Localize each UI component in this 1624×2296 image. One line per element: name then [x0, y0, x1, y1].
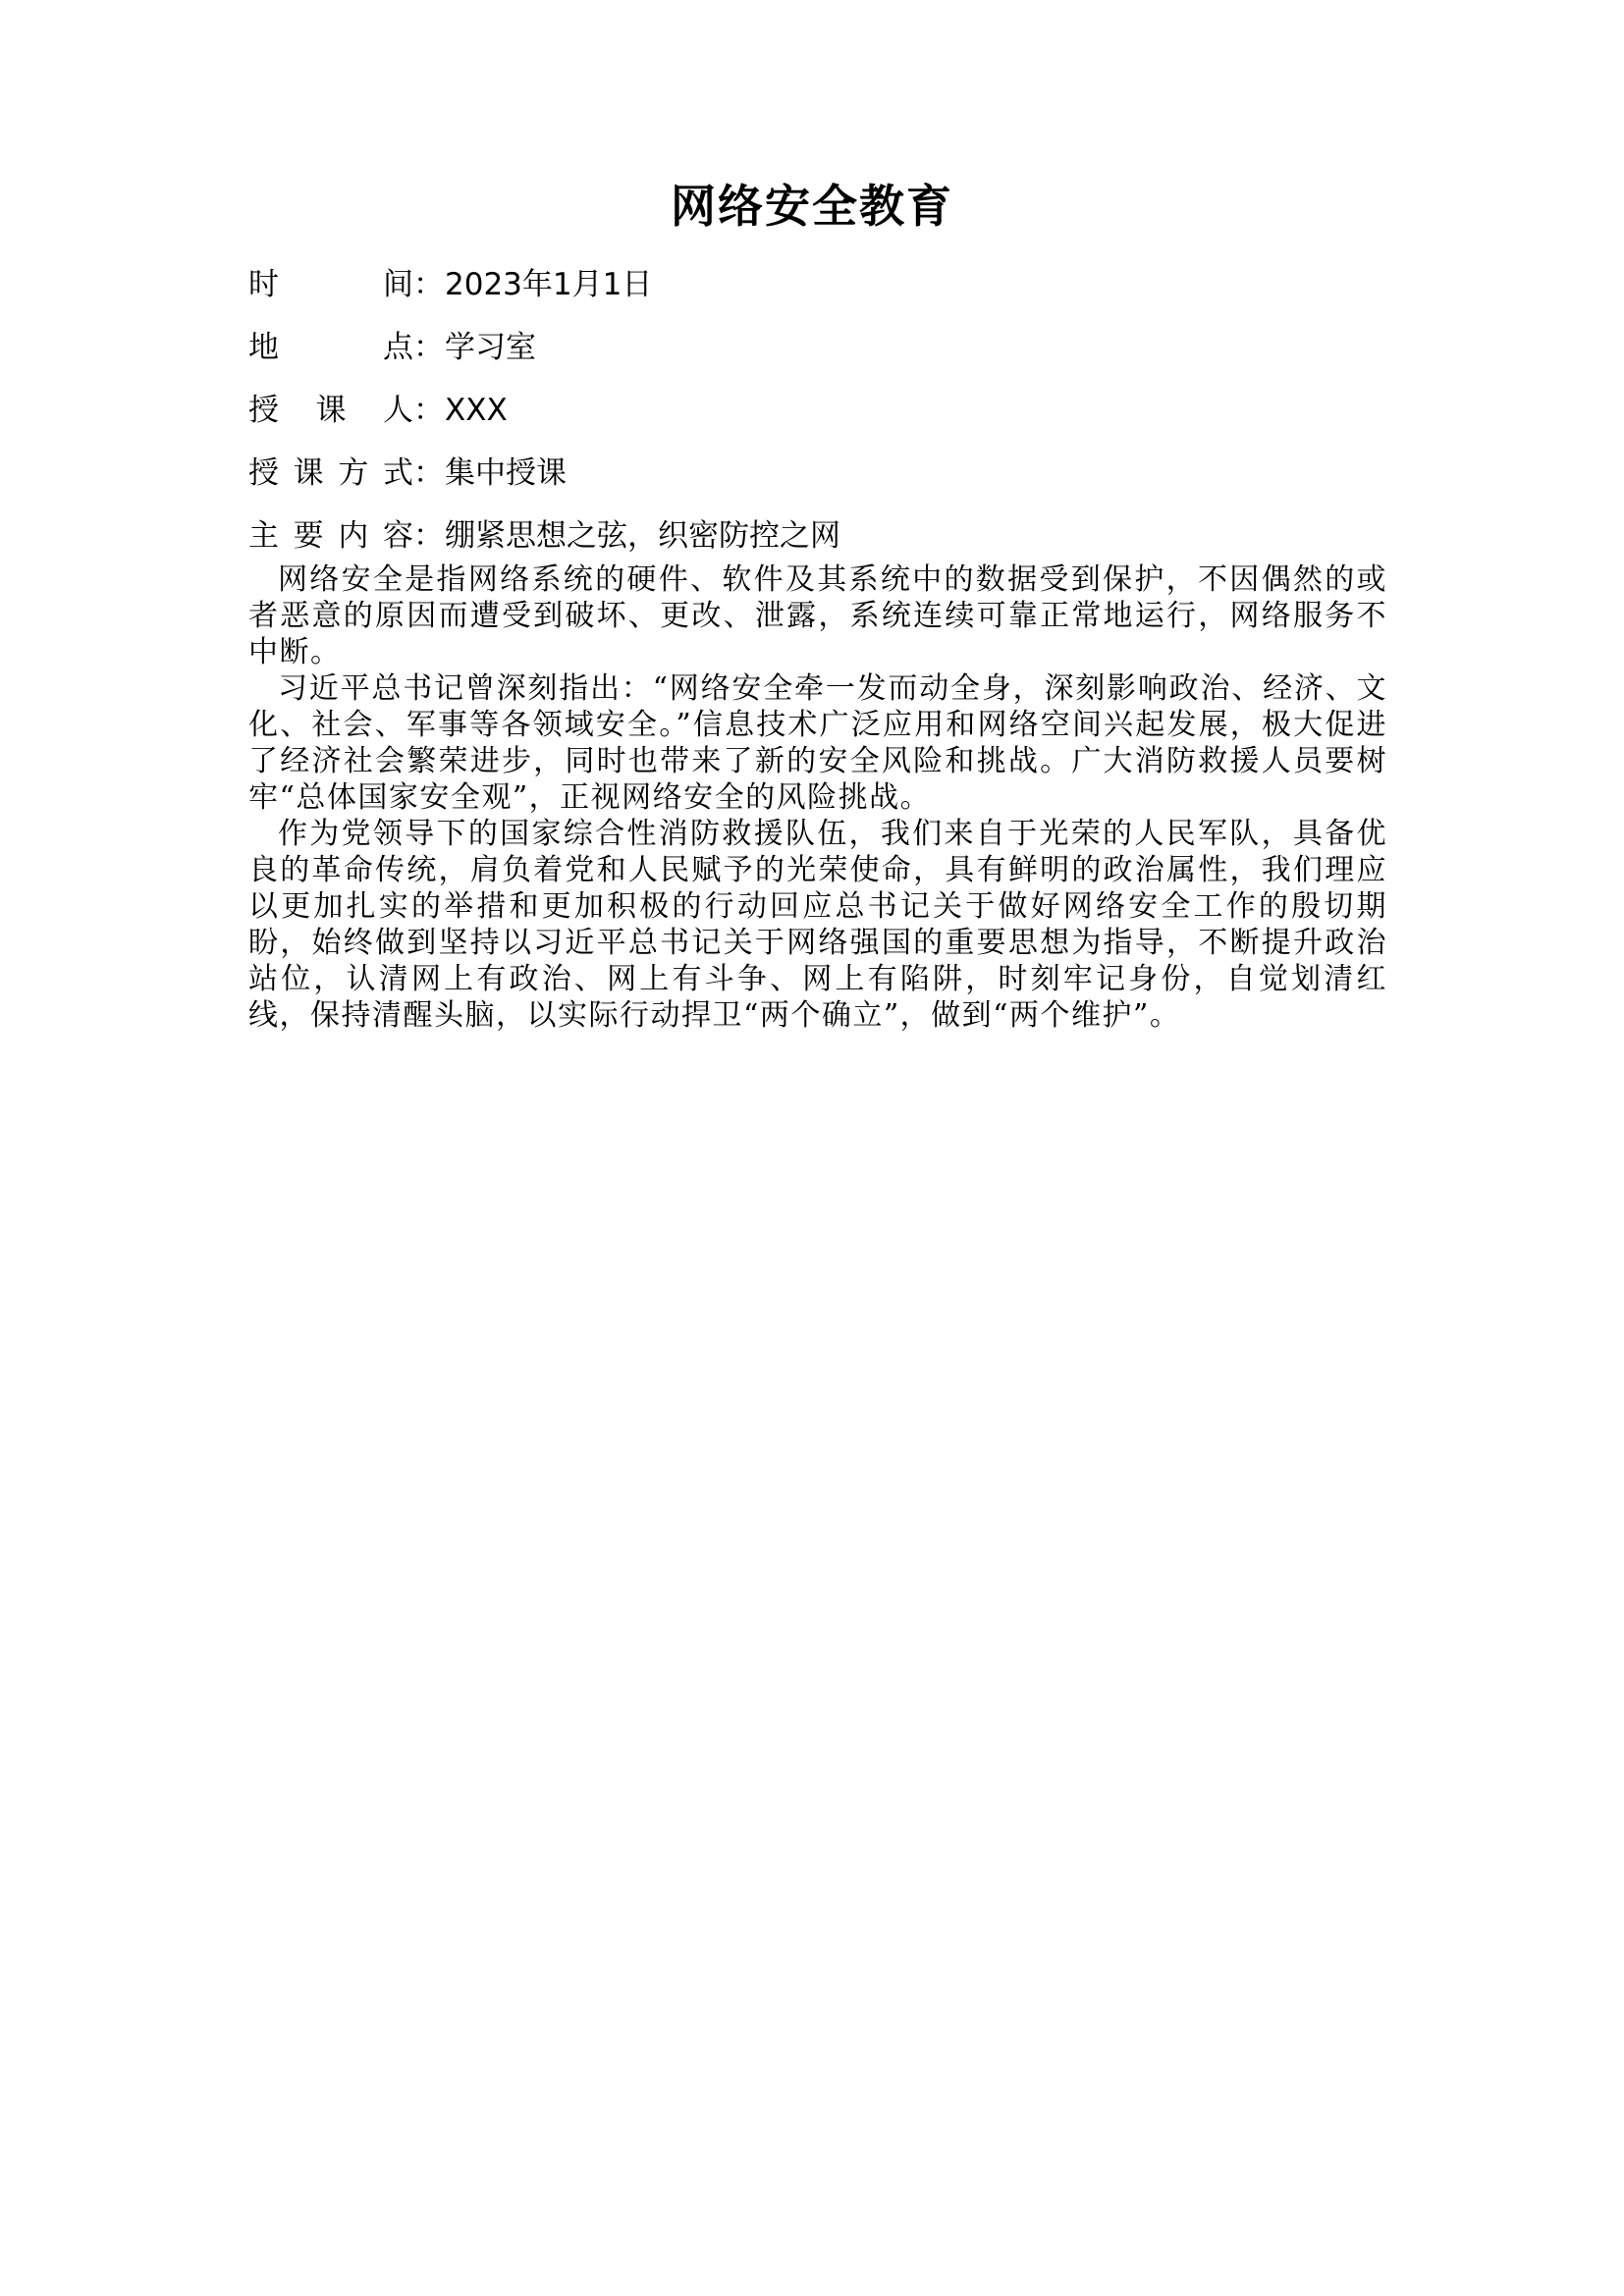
body-paragraph: 习近平总书记曾深刻指出：“网络安全牵一发而动全身，深刻影响政治、经济、文化、社会、军事等各领域安全。”信息技术广泛应用和网络空间兴起发展，极大促进了经济社会繁荣进步，同时也带来了新的安全风险和挑战。广大消防救援人员要树牢“总体国家安全观”，正视网络安全的风险挑战。 [248, 671, 1387, 815]
document-body [248, 561, 1387, 1034]
meta-label-location: 地点 [248, 330, 413, 365]
meta-colon: ： [413, 330, 444, 365]
body-paragraph: 网络安全是指网络系统的硬件、软件及其系统中的数据受到保护，不因偶然的或者恶意的原因而遭受到破坏、更改、泄露，系统连续可靠正常地运行，网络服务不中断。 [248, 562, 1387, 669]
meta-row-location [248, 316, 1387, 379]
meta-row-time [248, 253, 1387, 316]
meta-label-lecturer: 授课人 [248, 393, 413, 428]
meta-row-method [248, 442, 1387, 505]
meta-label-content: 主要内容 [248, 518, 413, 554]
meta-value-time: 2023年1月1日 [445, 267, 653, 302]
meta-value-method: 集中授课 [445, 455, 567, 491]
meta-label-time: 时间 [248, 267, 413, 302]
meta-colon: ： [413, 393, 444, 428]
meta-value-lecturer: XXX [445, 393, 508, 428]
meta-value-location: 学习室 [445, 330, 536, 365]
meta-row-content [248, 505, 1387, 567]
document-title: 网络安全教育 [671, 180, 953, 233]
meta-row-lecturer [248, 379, 1387, 442]
meta-colon: ： [413, 267, 444, 302]
meta-label-method: 授课方式 [248, 455, 413, 491]
meta-colon: ： [413, 518, 444, 554]
meta-colon: ： [413, 455, 444, 491]
meta-info [248, 253, 1387, 567]
body-paragraph: 作为党领导下的国家综合性消防救援队伍，我们来自于光荣的人民军队，具备优良的革命传统，肩负着党和人民赋予的光荣使命，具有鲜明的政治属性，我们理应以更加扎实的举措和更加积极的行动回应总书记关于做好网络安全工作的殷切期盼，始终做到坚持以习近平总书记关于网络强国的重要思想为指导，不断提升政治站位，认清网上有政治、网上有斗争、网上有陷阱，时刻牢记身份，自觉划清红线，保持清醒头脑，以实际行动捍卫“两个确立”，做到“两个维护”。 [248, 817, 1387, 1033]
meta-value-content: 绷紧思想之弦，织密防控之网 [445, 518, 840, 554]
